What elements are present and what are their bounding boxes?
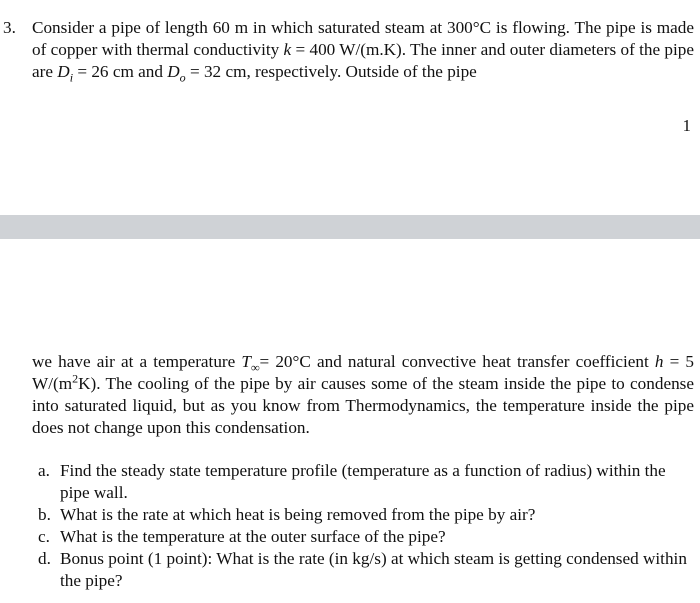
question-text: What is the rate at which heat is being removed from the pipe by air? xyxy=(60,505,536,524)
question-letter: a. xyxy=(38,461,50,480)
problem-intro-paragraph: Consider a pipe of length 60 m in which saturated steam at 300°C is flowing. The pipe is made of copper with thermal conductivity k = 400 W/(m.K). The inner and outer diameters of the pipe are $D_i = 26$ cm and $D_o = 32$ cm, respectively. Outside of the pipe xyxy=(32,18,695,85)
var-D-outer: $D_o$ xyxy=(167,62,186,85)
page-number: 1 xyxy=(682,116,691,135)
problem-number: 3. xyxy=(3,18,16,37)
var-T-infinity: $T_\infty$ xyxy=(241,352,260,375)
question-text: Bonus point (1 point): What is the rate (in kg/s) at which steam is getting condensed within the pipe? xyxy=(60,549,687,590)
question-letter: d. xyxy=(38,549,51,568)
question-c xyxy=(38,526,694,548)
var-h: h xyxy=(654,352,664,371)
question-b xyxy=(38,504,694,526)
var-k: k xyxy=(283,40,292,59)
page-break-divider xyxy=(0,215,700,239)
question-letter: c. xyxy=(38,527,50,546)
question-list xyxy=(38,460,694,592)
problem-continuation-paragraph: we have air at a temperature $T_\infty= 20^\circ C$ and natural convective heat transfer coefficient h = 5 $W/(m^2K)$. The cooling of the pipe by air causes some of the steam inside the pipe to condense into saturated liquid, but as you know from Thermodynamics, the temperature inside the pipe does not change upon this condensation. xyxy=(32,352,694,437)
question-d xyxy=(38,548,694,592)
question-a xyxy=(38,460,694,504)
question-text: What is the temperature at the outer surface of the pipe? xyxy=(60,527,446,546)
question-text: Find the steady state temperature profile (temperature as a function of radius) within the pipe wall. xyxy=(60,461,666,502)
var-D-inner: $D_i$ xyxy=(57,62,74,85)
question-letter: b. xyxy=(38,505,51,524)
